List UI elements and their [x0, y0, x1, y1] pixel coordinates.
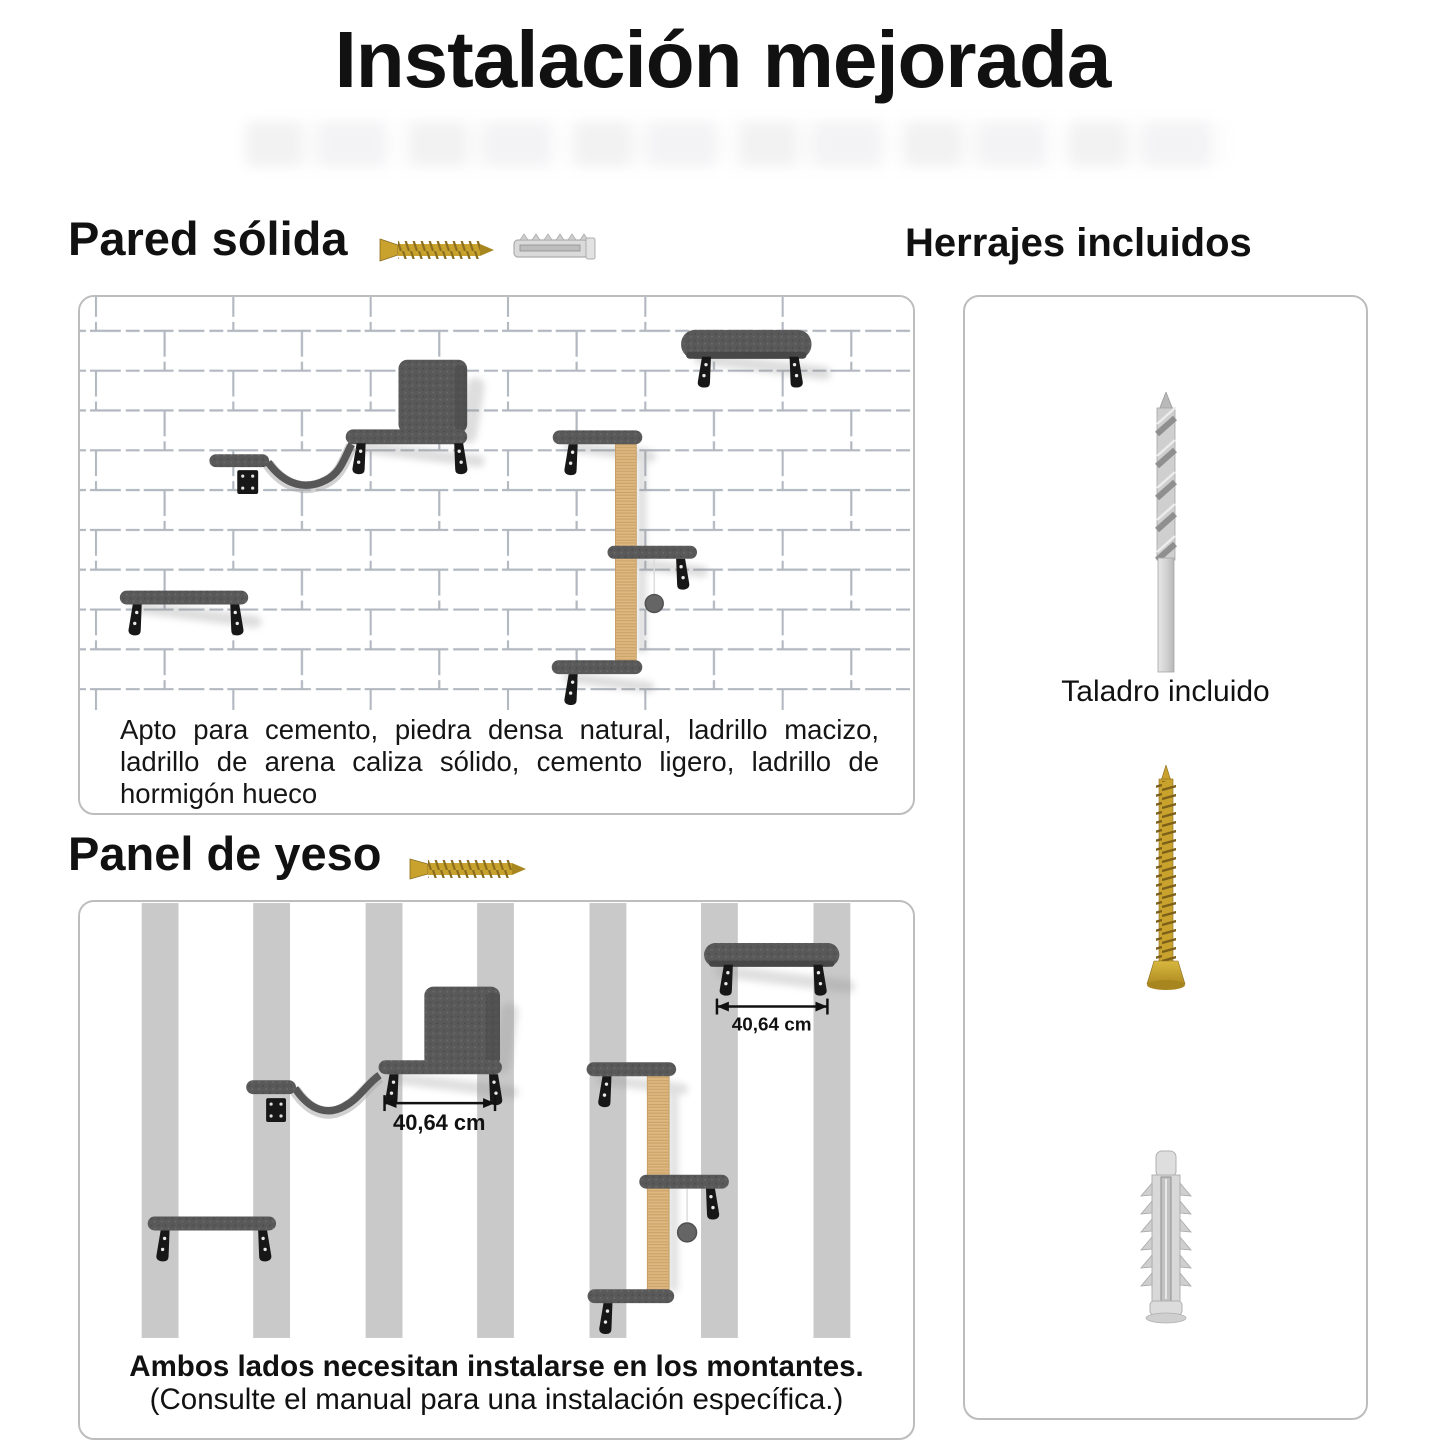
faded-subtitle	[245, 121, 1230, 167]
drywall-heading: Panel de yeso	[68, 827, 382, 880]
wall-anchor-icon	[510, 231, 600, 265]
toy-ball	[645, 595, 663, 613]
stud-wall-scene	[80, 902, 913, 1339]
drill-label: Taladro incluido	[1061, 675, 1270, 708]
drywall-heading-row	[68, 826, 382, 898]
drywall-note-paren: (Consulte el manual para una instalación específica.)	[149, 1383, 844, 1416]
screw-icon	[408, 852, 528, 886]
drywall-note-bold: Ambos lados necesitan instalarse en los montantes.	[129, 1350, 864, 1383]
drill-bit-icon	[1146, 392, 1186, 677]
wall-anchor-icon	[1134, 1149, 1198, 1334]
page-title: Instalación mejorada	[334, 15, 1111, 104]
screw-icon	[378, 233, 496, 267]
measurement-label-center: 40,64 cm	[393, 1109, 486, 1135]
solid-wall-heading: Pared sólida	[68, 212, 348, 265]
solid-wall-heading-row	[68, 211, 348, 283]
gold-screw-icon	[1144, 765, 1188, 1010]
hardware-panel	[963, 295, 1368, 1420]
toy-ball	[678, 1223, 697, 1242]
brick-wall-scene	[80, 297, 913, 710]
solid-wall-panel	[78, 295, 915, 815]
solid-wall-description: Apto para cemento, piedra densa natural, ladrillo macizo, ladrillo de arena caliza sólido, cemento ligero, ladrillo de hormigón hueco	[120, 714, 879, 810]
drywall-panel	[78, 900, 915, 1440]
measurement-label-right: 40,64 cm	[731, 1014, 812, 1036]
mount-plate	[266, 1098, 286, 1122]
hardware-heading: Herrajes incluidos	[905, 221, 1252, 265]
mount-plate	[237, 470, 258, 494]
